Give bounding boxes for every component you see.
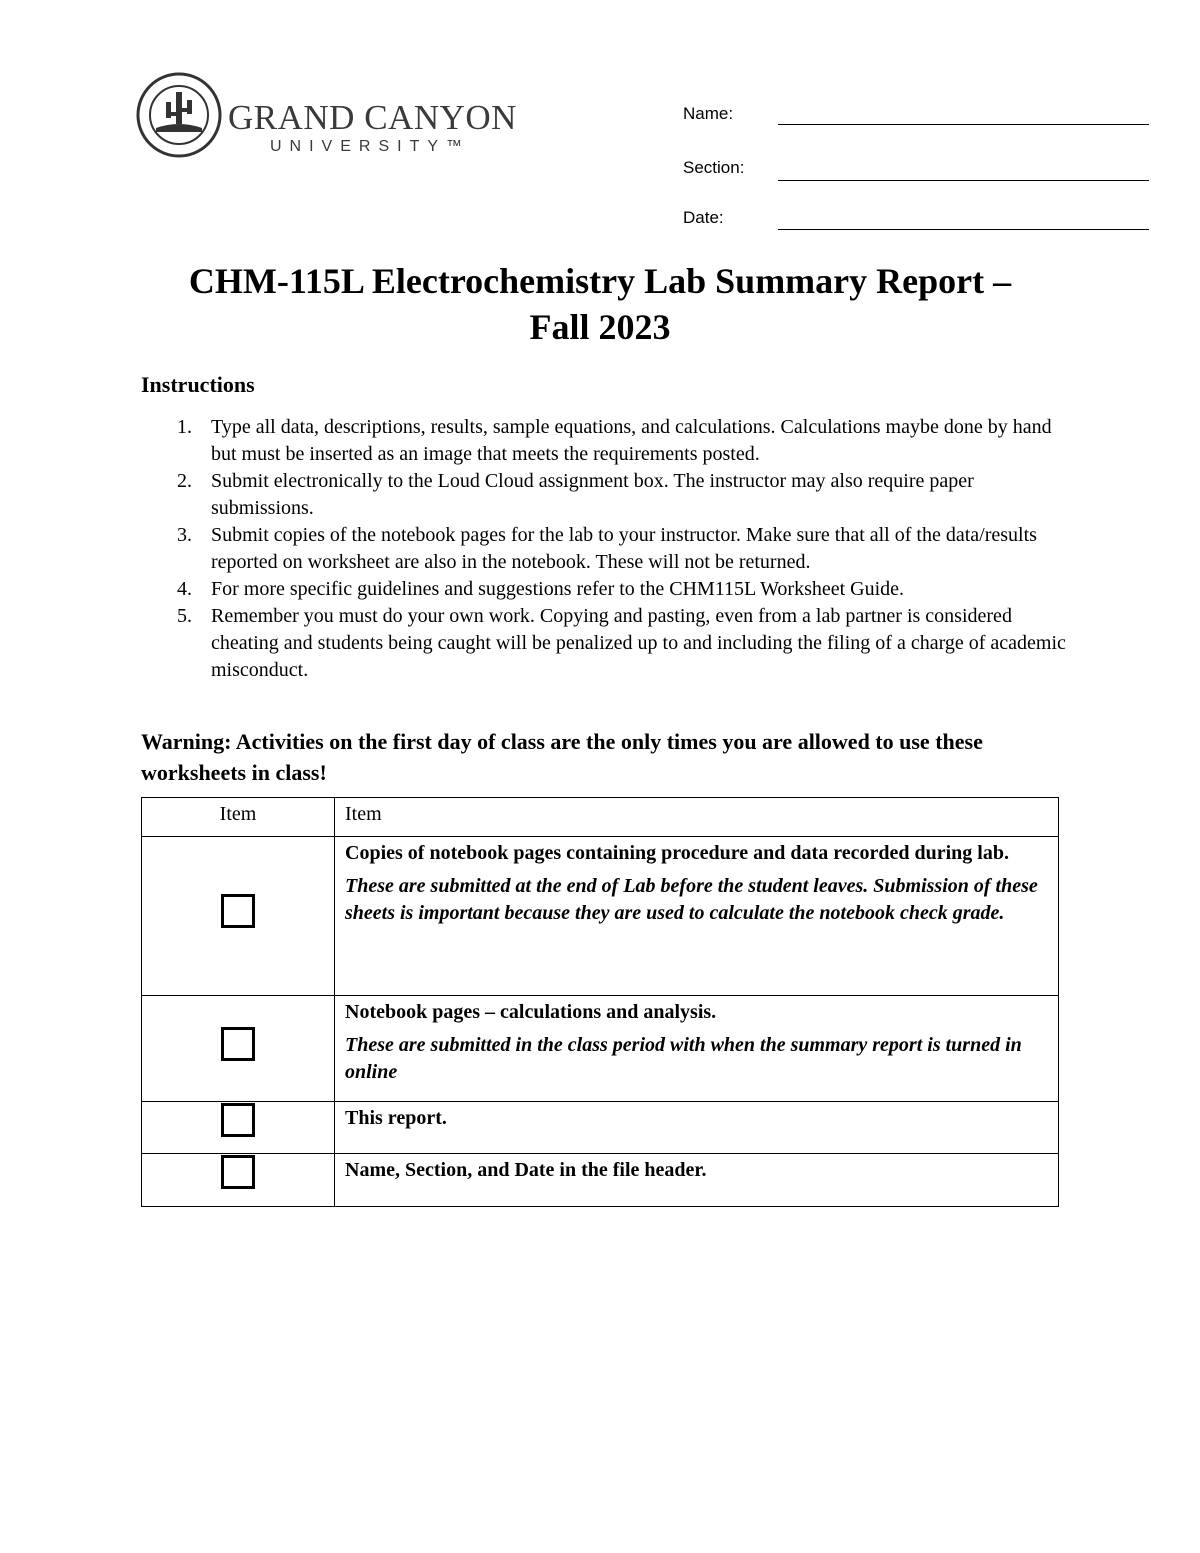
checkbox[interactable] (221, 894, 255, 928)
checkbox-cell (142, 996, 335, 1102)
list-text: Submit copies of the notebook pages for the lab to your instructor. Make sure that all of the data/results reported on worksheet are also in the notebook. These will not be returned. (211, 524, 1037, 573)
item-cell (335, 837, 1059, 996)
date-field[interactable] (778, 229, 1149, 230)
list-number: 3. (177, 524, 192, 546)
table-header-row (142, 798, 1059, 837)
title-line-2: Fall 2023 (529, 307, 671, 347)
university-seal-icon (136, 72, 222, 158)
item-title: Copies of notebook pages containing procedure and data recorded during lab. (345, 842, 1009, 864)
section-field[interactable] (778, 180, 1149, 181)
warning-text: Warning: Activities on the first day of class are the only times you are allowed to use these worksheets in class! (141, 729, 983, 785)
instructions-list (141, 414, 1071, 684)
list-text: Submit electronically to the Loud Cloud assignment box. The instructor may also require paper submissions. (211, 470, 974, 519)
name-label: Name: (683, 104, 734, 123)
list-item (141, 414, 1071, 468)
university-logo (136, 72, 536, 162)
table-row (142, 1154, 1059, 1207)
column-header-item: Item (335, 798, 1059, 837)
table-row (142, 837, 1059, 996)
checkbox-cell (142, 1154, 335, 1207)
table-row (142, 1102, 1059, 1154)
item-cell (335, 1102, 1059, 1154)
list-text: Type all data, descriptions, results, sample equations, and calculations. Calculations maybe done by hand but must be inserted as an image that meets the requirements posted. (211, 416, 1052, 465)
list-text: Remember you must do your own work. Copying and pasting, even from a lab partner is considered cheating and students being caught will be penalized up to and including the filing of a charge of academic misconduct. (211, 605, 1066, 681)
item-note: These are submitted at the end of Lab before the student leaves. Submission of these sheets is important because they are used to calculate the notebook check grade. (345, 875, 1038, 924)
section-label: Section: (683, 158, 745, 177)
list-number: 2. (177, 470, 192, 492)
item-title: Name, Section, and Date in the file header. (345, 1159, 707, 1181)
university-name: GRAND CANYON (228, 98, 517, 137)
checkbox[interactable] (221, 1155, 255, 1189)
checkbox-cell (142, 837, 335, 996)
item-cell (335, 996, 1059, 1102)
table-row (142, 996, 1059, 1102)
name-field[interactable] (778, 124, 1149, 125)
list-number: 1. (177, 416, 192, 438)
list-item (141, 522, 1071, 576)
list-item (141, 603, 1071, 684)
instructions-heading: Instructions (141, 372, 255, 397)
list-item (141, 468, 1071, 522)
item-title: Notebook pages – calculations and analysis. (345, 1001, 717, 1023)
checklist-table (141, 797, 1059, 1207)
date-label: Date: (683, 208, 724, 227)
checkbox[interactable] (221, 1027, 255, 1061)
item-cell (335, 1154, 1059, 1207)
list-number: 5. (177, 605, 192, 627)
page-title (100, 258, 1100, 350)
checkbox[interactable] (221, 1103, 255, 1137)
checkbox-cell (142, 1102, 335, 1154)
list-item (141, 576, 1071, 603)
column-header-checkbox: Item (142, 798, 335, 837)
title-line-1: CHM-115L Electrochemistry Lab Summary Report – (188, 261, 1012, 301)
list-number: 4. (177, 578, 192, 600)
list-text: For more specific guidelines and suggestions refer to the CHM115L Worksheet Guide. (211, 578, 905, 600)
item-title: This report. (345, 1107, 447, 1129)
item-note: These are submitted in the class period with when the summary report is turned in online (345, 1034, 1022, 1083)
university-subtitle: UNIVERSITY™ (270, 138, 471, 155)
